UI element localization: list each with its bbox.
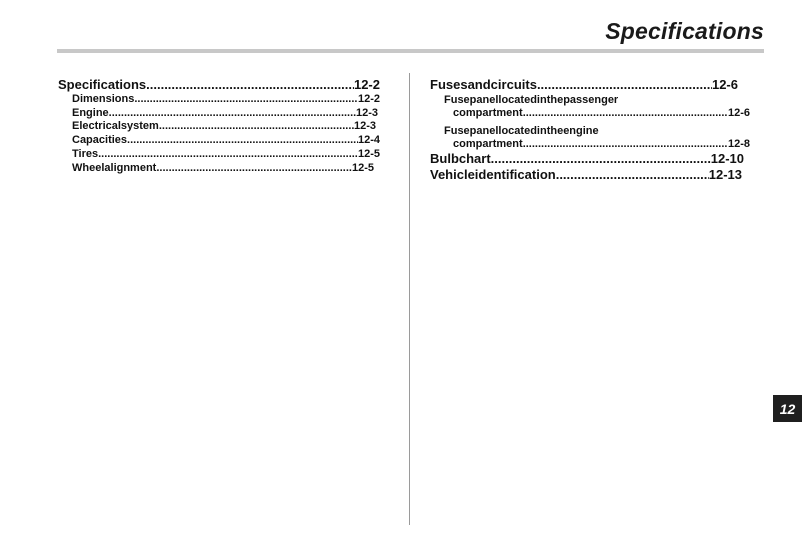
toc-entry-fuse-panel-engine[interactable] [430,125,752,152]
toc-entry-page: 12-2 [357,93,380,105]
title-rule [57,49,764,53]
toc-entry-label: Wheelalignment [72,161,157,174]
toc-entry-page: 12-10 [710,151,744,167]
toc-entry-label-line1: Fusepanellocatedintheengine [444,124,599,137]
toc-entry-label: Engine [72,106,109,119]
toc-entry-fuse-panel-passenger[interactable] [430,94,752,121]
toc-entry-continuation [430,138,752,152]
toc-entry-specifications[interactable] [58,77,380,92]
toc-entry-label: Specifications [58,77,147,92]
column-divider [409,73,410,525]
toc-leader-dots [98,148,358,162]
toc-right-column [430,77,752,183]
toc-entry-page: 12-5 [357,147,380,160]
toc-entry-page: 12-6 [727,107,750,119]
chapter-tab-badge[interactable] [773,395,802,422]
toc-entry-continuation [430,107,752,121]
toc-entry-engine[interactable] [58,107,380,121]
toc-entry-fuses-and-circuits[interactable] [430,77,752,92]
toc-leader-dots [156,162,352,176]
toc-entry-label: Bulbchart [430,151,491,167]
toc-leader-dots [159,120,354,134]
toc-entry-tires[interactable] [58,148,380,162]
toc-left-column [58,77,380,175]
toc-entry-capacities[interactable] [58,134,380,148]
toc-entry-label-line2: compartment [453,107,523,119]
toc-entry-page: 12-3 [353,120,376,133]
toc-entry-page: 12-5 [351,161,374,174]
toc-entry-page: 12-13 [708,167,742,183]
toc-leader-dots [523,107,728,121]
toc-entry-label: Fusesandcircuits [430,77,537,92]
toc-entry-bulb-chart[interactable] [430,151,752,166]
toc-leader-dots [109,107,356,121]
toc-entry-label-line2: compartment [453,137,523,150]
toc-leader-dots [127,134,358,148]
page-title: Specifications [605,18,764,44]
toc-entry-dimensions[interactable] [58,93,380,107]
toc-leader-dots [556,167,709,182]
toc-entry-label: Vehicleidentification [430,167,556,183]
toc-entry-wheel-alignment[interactable] [58,162,380,176]
toc-leader-dots [537,77,712,92]
toc-entry-label-line1: Fusepanellocatedinthepassenger [444,94,619,106]
toc-entry-page: 12-4 [357,134,380,147]
toc-entry-page: 12-3 [355,106,378,119]
toc-entry-page: 12-2 [353,77,380,92]
toc-entry-label: Capacities [72,134,128,147]
toc-entry-label: Electricalsystem [72,120,159,133]
toc-entry-label: Dimensions [72,93,135,105]
toc-leader-dots [523,138,728,152]
toc-entry-electrical-system[interactable] [58,120,380,134]
toc-entry-vehicle-identification[interactable] [430,167,752,182]
toc-leader-dots [491,151,711,166]
chapter-tab-number: 12 [779,400,796,417]
toc-entry-page: 12-8 [727,137,750,150]
toc-entry-page: 12-6 [711,77,738,92]
toc-entry-label: Tires [72,147,99,160]
toc-leader-dots [134,93,358,107]
toc-leader-dots [146,77,354,92]
